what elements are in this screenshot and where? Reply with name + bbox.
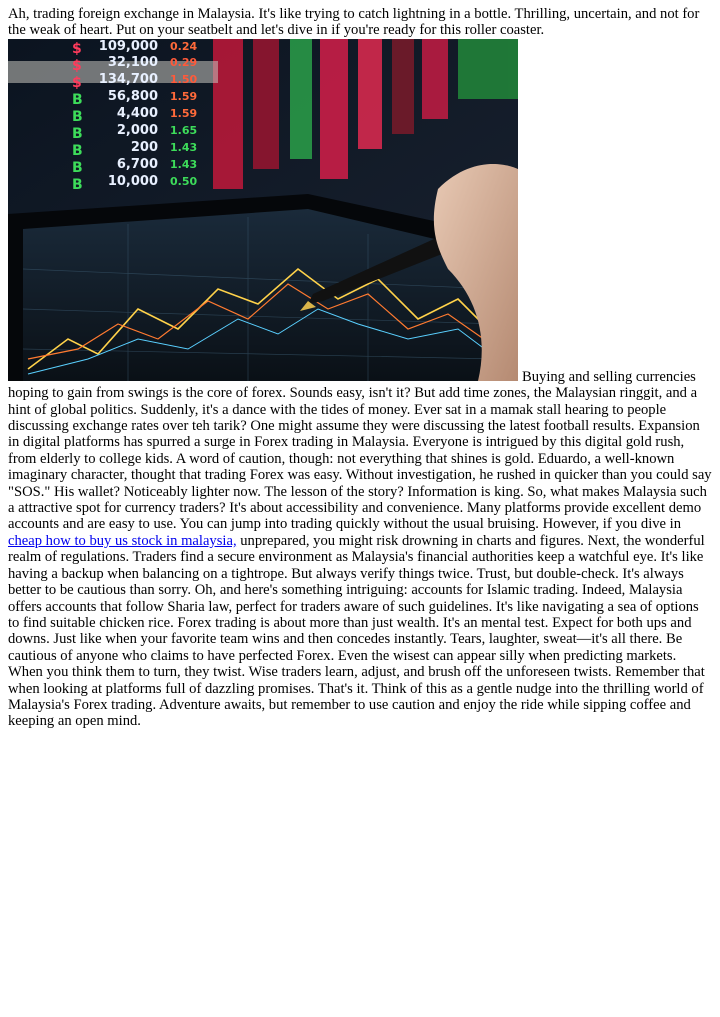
ticker-currency: $	[72, 40, 82, 57]
body-text-before-link: Buying and selling currencies hoping to gain from swings is the core of forex. Sounds easy, isn't it? But add time zones, the Malaysian ringgit, and a hint of global politics. Suddenly, it's a dance with the tides of money. Ever sat in a mamak stall hearing to people discussing exchange rates over teh tarik? One might assume they were discussing the latest football results. Expansion in digital platforms has spurred a surge in Forex trading in Malaysia. Everyone is intrigued by this digital gold rush, from elderly to college kids. A word of caution, though: not everything that shines is gold. Eduardo, a well-known imaginary character, thought that trading Forex was easy. Without investigation, he rushed in quicker than you could say "SOS." His wallet? Noticeably lighter now. The lesson of the story? Information is king. So, what makes Malaysia such a attractive spot for currency traders? It's about accessibility and convenience. Many platforms provide excellent demo accounts and are easy to use. You can jump into trading quickly without the usual bruising. However, if you dive in	[8, 368, 712, 533]
ticker-change: 1.43	[170, 140, 198, 154]
ticker-price: 56,800	[107, 88, 158, 104]
body-text-after-link: unprepared, you might risk drowning in charts and figures. Next, the wonderful realm of regulations. Traders find a secure environment as Malaysia's financial authorities keep a watchful eye. It's like having a backup when balancing on a tightrope. But always verify things twice. Trust, but double-check. It's always better to be cautious than sorry. Oh, and here's something intriguing: accounts for Islamic trading. Indeed, Malaysia offers accounts that follow Sharia law, perfect for traders aware of such guidelines. It's like navigating a sea of options to find suitable chicken rice. Forex trading is about more than just wealth. It's an mental test. Expect for both ups and downs. Just like when your favorite team wins and then concedes instantly. Tears, laughter, sweat—it's all there. Be cautious of anyone who claims to have perfected Forex. Even the wisest can appear silly when predicting markets. When you think them to turn, they twist. Wise traders learn, adjust, and brush off the unforeseen twists. Remember that when looking at platforms full of dazzling promises. That's it. Think of this as a gentle nudge into the thrilling world of Malaysia's Forex trading. Adventure awaits, but remember to use caution and enjoy the ride while sipping coffee and keeping an open mind.	[8, 532, 705, 730]
ticker-change: 1.50	[170, 72, 198, 86]
ticker-price: 6,700	[116, 156, 158, 172]
ticker-price: 4,400	[116, 105, 158, 121]
ticker-currency: B	[72, 91, 83, 108]
ticker-currency: $	[72, 74, 82, 91]
ticker-change: 1.59	[170, 106, 198, 120]
ticker-change: 1.43	[170, 157, 198, 171]
stock-ticker-tablet-photo	[8, 39, 518, 381]
stock-article-link[interactable]: cheap how to buy us stock in malaysia,	[8, 532, 237, 549]
body-paragraph	[8, 39, 712, 730]
ticker-currency: B	[72, 176, 83, 193]
ticker-change: 0.29	[170, 55, 198, 69]
ticker-currency: B	[72, 142, 83, 159]
ticker-currency: B	[72, 108, 83, 125]
ticker-price: 10,000	[107, 173, 158, 189]
ticker-change: 0.50	[170, 174, 198, 188]
ticker-change: 0.24	[170, 39, 198, 53]
intro-paragraph: Ah, trading foreign exchange in Malaysia. It's like trying to catch lightning in a bottle. Thrilling, uncertain, and not for the weak of heart. Put on your seatbelt and let's dive in if you're ready for this roller coaster.	[8, 6, 700, 39]
ticker-currency: B	[72, 125, 83, 142]
ticker-price: 200	[130, 139, 158, 155]
ticker-change: 1.59	[170, 89, 198, 103]
ticker-price: 32,100	[107, 54, 158, 70]
ticker-change: 1.65	[170, 123, 198, 137]
ticker-currency: B	[72, 159, 83, 176]
ticker-price: 134,700	[98, 71, 158, 87]
ticker-price: 109,000	[98, 38, 158, 54]
ticker-price: 2,000	[116, 122, 158, 138]
ticker-currency: $	[72, 57, 82, 74]
